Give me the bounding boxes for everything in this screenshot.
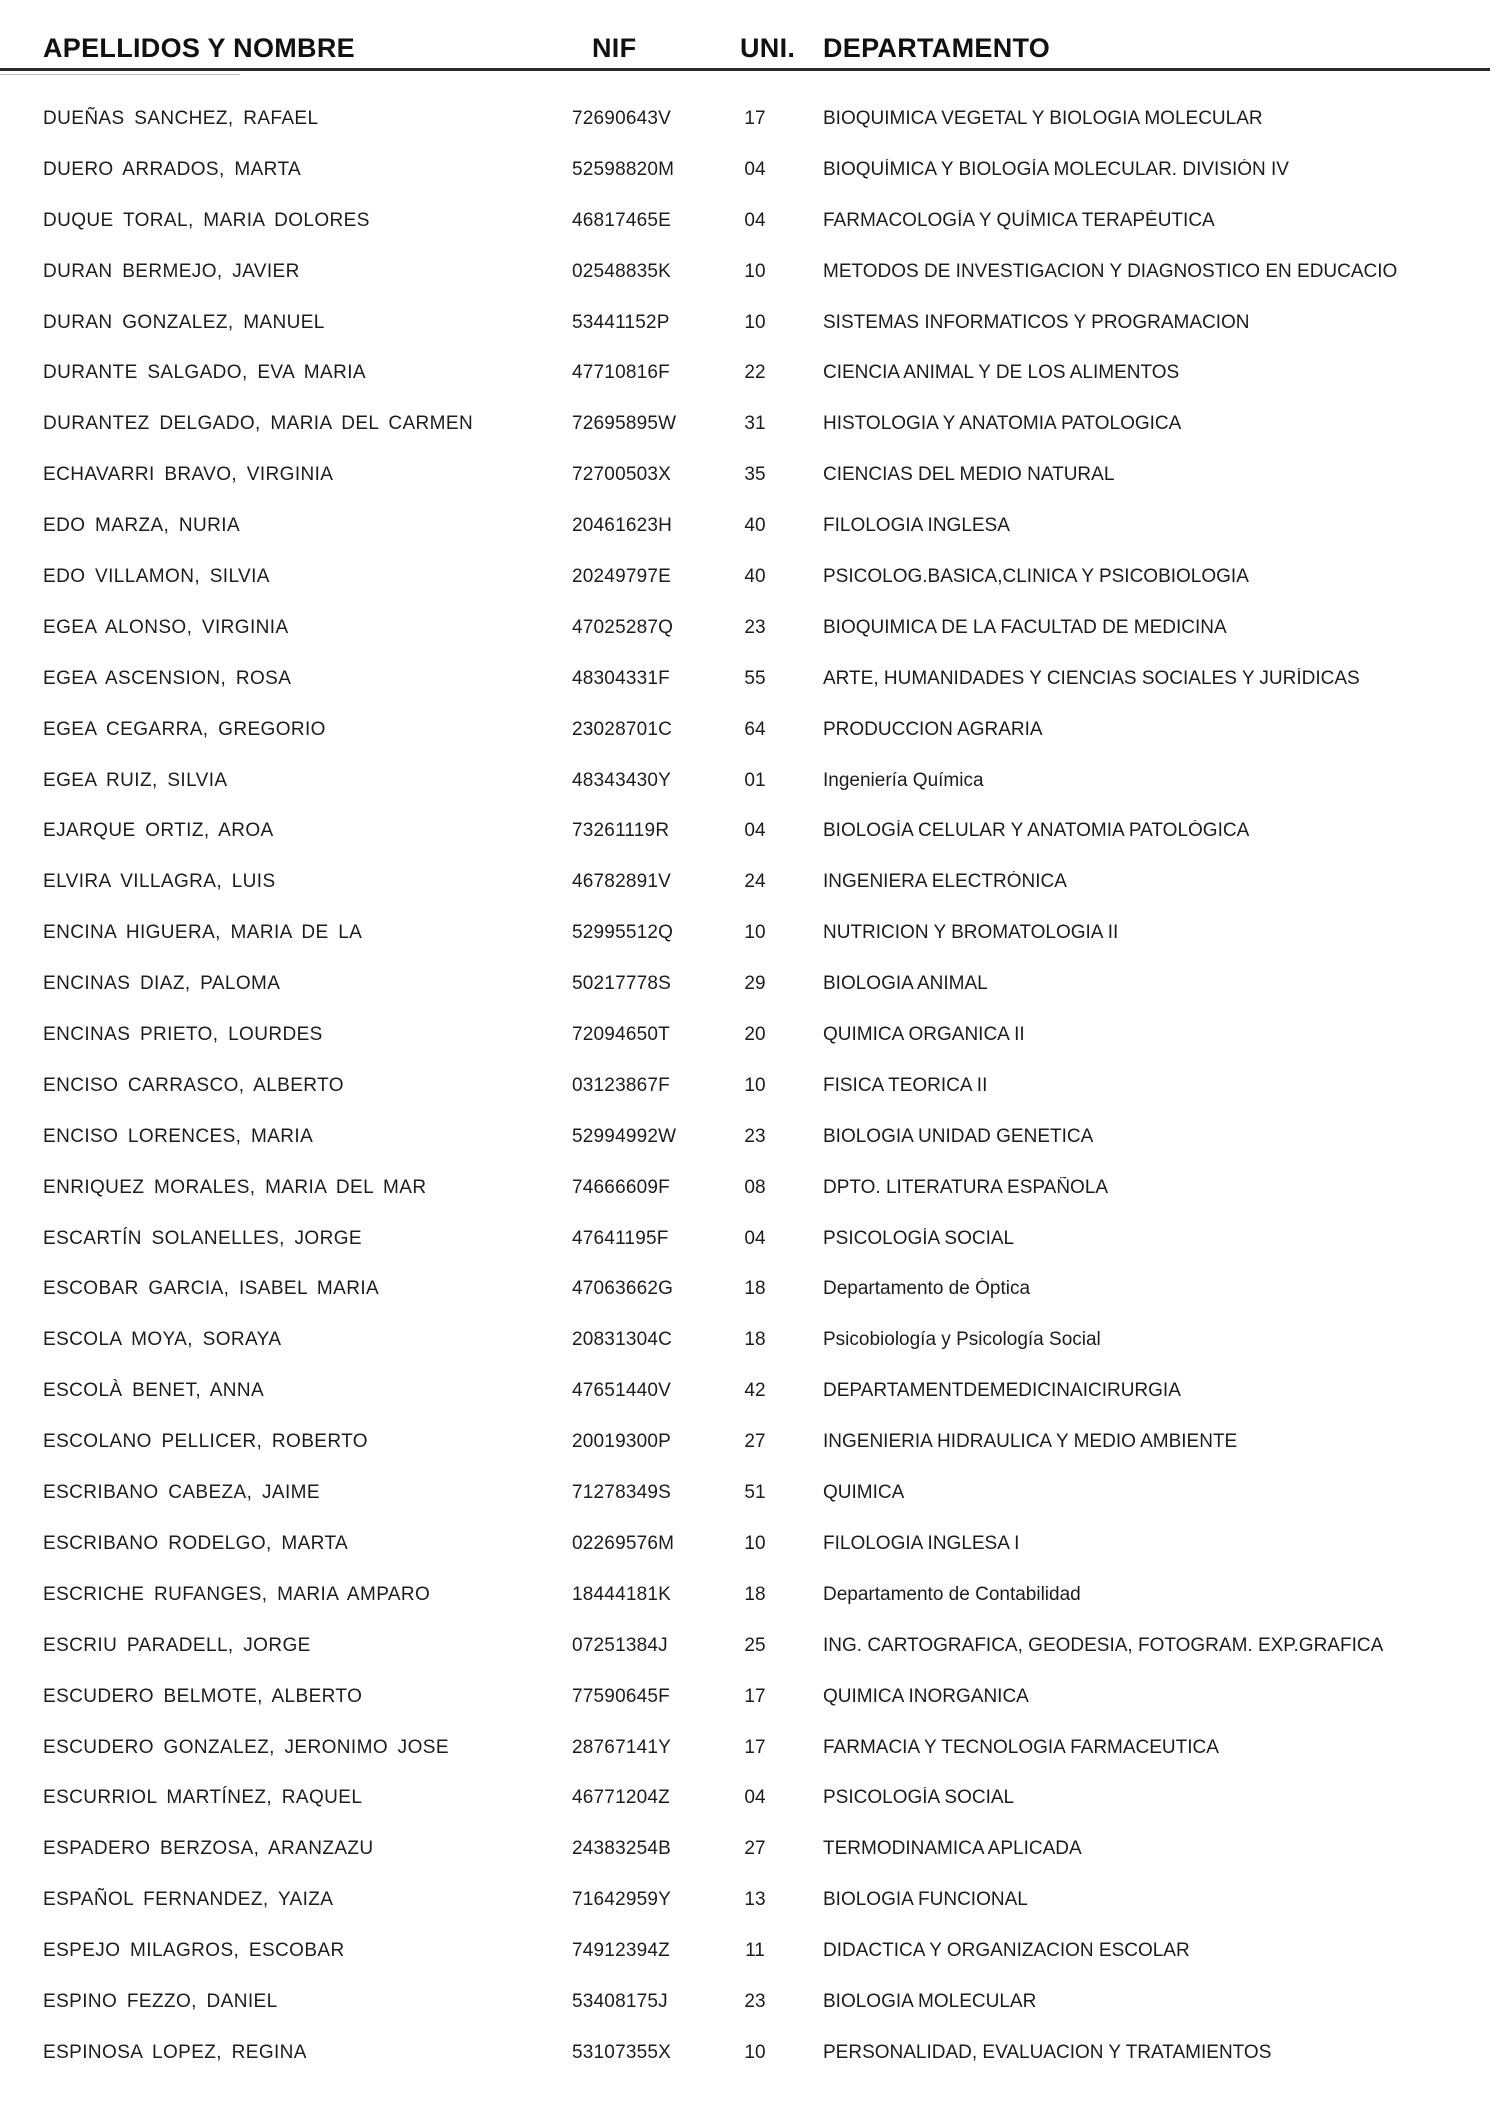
- row-dept: BIOLOGÍA CELULAR Y ANATOMIA PATOLÓGICA: [823, 820, 1250, 842]
- row-dept: INGENIERIA HIDRAULICA Y MEDIO AMBIENTE: [823, 1431, 1238, 1453]
- row-nif: 18444181K: [572, 1583, 672, 1605]
- row-nif: 03123867F: [572, 1074, 670, 1096]
- row-dept: CIENCIA ANIMAL Y DE LOS ALIMENTOS: [823, 362, 1180, 384]
- row-name: ESPADERO BERZOSA, ARANZAZU: [43, 1838, 374, 1860]
- row-uni: 23: [744, 616, 766, 638]
- row-nif: 52995512Q: [572, 922, 674, 944]
- row-name: ENCISO LORENCES, MARIA: [43, 1125, 314, 1147]
- row-nif: 77590645F: [572, 1685, 670, 1707]
- row-name: ESCOLA MOYA, SORAYA: [43, 1329, 282, 1351]
- row-name: DUEÑAS SANCHEZ, RAFAEL: [43, 108, 319, 129]
- row-dept: PSICOLOG.BASICA,CLINICA Y PSICOBIOLOGIA: [823, 566, 1249, 588]
- row-uni: 23: [744, 1990, 766, 2012]
- header-rule: [0, 68, 1490, 71]
- row-dept: INGENIERA ELECTRÓNICA: [823, 871, 1067, 893]
- table-body: [0, 100, 1500, 2085]
- row-nif: 52994992W: [572, 1125, 677, 1147]
- row-uni: 01: [744, 769, 766, 791]
- row-name: ESPAÑOL FERNANDEZ, YAIZA: [43, 1889, 334, 1911]
- row-nif: 47651440V: [572, 1380, 672, 1402]
- table-row: [0, 507, 1500, 558]
- row-nif: 73261119R: [572, 820, 670, 842]
- table-row: [0, 863, 1500, 914]
- row-uni: 51: [744, 1482, 766, 1504]
- table-row: [0, 1423, 1500, 1474]
- row-name: ESCOBAR GARCIA, ISABEL MARIA: [43, 1278, 380, 1300]
- row-name: DURAN GONZALEZ, MANUEL: [43, 311, 325, 333]
- row-dept: FARMACIA Y TECNOLOGIA FARMACEUTICA: [823, 1736, 1219, 1758]
- row-nif: 53408175J: [572, 1990, 668, 2012]
- row-nif: 74912394Z: [572, 1940, 670, 1962]
- table-row: [0, 253, 1500, 304]
- row-nif: 72695895W: [572, 413, 677, 435]
- row-dept: HISTOLOGIA Y ANATOMIA PATOLOGICA: [823, 413, 1182, 435]
- row-nif: 20019300P: [572, 1431, 672, 1453]
- row-nif: 47710816F: [572, 362, 670, 384]
- row-nif: 20831304C: [572, 1329, 673, 1351]
- row-name: ENCINAS DIAZ, PALOMA: [43, 973, 281, 995]
- table-row: [0, 965, 1500, 1016]
- row-dept: BIOLOGIA MOLECULAR: [823, 1990, 1037, 2012]
- table-row: [0, 812, 1500, 863]
- row-name: DUERO ARRADOS, MARTA: [43, 158, 302, 180]
- row-nif: 71278349S: [572, 1482, 672, 1504]
- row-uni: 04: [744, 820, 766, 842]
- row-name: DURAN BERMEJO, JAVIER: [43, 260, 300, 282]
- row-dept: BIOLOGIA ANIMAL: [823, 973, 988, 995]
- table-row: [0, 202, 1500, 253]
- row-nif: 07251384J: [572, 1634, 668, 1656]
- row-dept: TERMODINAMICA APLICADA: [823, 1838, 1082, 1860]
- row-name: EGEA ASCENSION, ROSA: [43, 667, 292, 689]
- table-row: [0, 100, 1500, 151]
- table-row: [0, 1118, 1500, 1169]
- row-uni: 10: [744, 311, 766, 333]
- row-dept: BIOLOGIA FUNCIONAL: [823, 1889, 1028, 1911]
- row-uni: 18: [744, 1329, 766, 1351]
- table-row: [0, 1983, 1500, 2034]
- table-row: [0, 1220, 1500, 1271]
- table-row: [0, 2034, 1500, 2085]
- header-uni: UNI.: [740, 33, 796, 63]
- row-uni: 27: [744, 1838, 766, 1860]
- row-nif: 47063662G: [572, 1278, 674, 1300]
- row-uni: 11: [745, 1940, 765, 1962]
- header-name: APELLIDOS Y NOMBRE: [43, 33, 355, 63]
- row-nif: 20461623H: [572, 515, 673, 537]
- row-name: ESCUDERO BELMOTE, ALBERTO: [43, 1685, 363, 1707]
- table-row: [0, 1576, 1500, 1627]
- table-header: [0, 0, 1500, 70]
- row-dept: Ingeniería Química: [823, 769, 984, 791]
- row-dept: PRODUCCION AGRARIA: [823, 718, 1043, 740]
- row-dept: BIOQUÍMICA Y BIOLOGÍA MOLECULAR. DIVISIÓN IV: [823, 158, 1289, 180]
- row-dept: CIENCIAS DEL MEDIO NATURAL: [823, 464, 1115, 486]
- row-dept: FILOLOGIA INGLESA I: [823, 1532, 1020, 1554]
- row-nif: 46771204Z: [572, 1787, 670, 1809]
- table-row: [0, 151, 1500, 202]
- row-name: ESCRIBANO CABEZA, JAIME: [43, 1482, 320, 1504]
- row-nif: 74666609F: [572, 1176, 670, 1198]
- row-nif: 20249797E: [572, 566, 672, 588]
- table-row: [0, 405, 1500, 456]
- row-dept: Psicobiología y Psicología Social: [823, 1329, 1101, 1351]
- header-dept: DEPARTAMENTO: [823, 33, 1051, 63]
- table-row: [0, 1881, 1500, 1932]
- row-uni: 27: [744, 1431, 766, 1453]
- row-dept: QUIMICA INORGANICA: [823, 1685, 1029, 1707]
- row-uni: 31: [744, 413, 766, 435]
- row-name: ECHAVARRI BRAVO, VIRGINIA: [43, 464, 334, 486]
- row-uni: 10: [744, 2041, 766, 2063]
- row-name: EJARQUE ORTIZ, AROA: [43, 820, 274, 842]
- table-row: [0, 1372, 1500, 1423]
- row-uni: 10: [744, 1074, 766, 1096]
- table-row: [0, 1678, 1500, 1729]
- table-row: [0, 1270, 1500, 1321]
- row-name: ENRIQUEZ MORALES, MARIA DEL MAR: [43, 1176, 427, 1198]
- row-uni: 18: [744, 1583, 766, 1605]
- row-dept: NUTRICION Y BROMATOLOGIA II: [823, 922, 1119, 944]
- row-uni: 04: [744, 1227, 766, 1249]
- row-uni: 40: [744, 566, 766, 588]
- row-nif: 47641195F: [572, 1227, 669, 1249]
- row-name: DURANTEZ DELGADO, MARIA DEL CARMEN: [43, 413, 474, 435]
- row-uni: 40: [744, 515, 766, 537]
- row-name: EGEA CEGARRA, GREGORIO: [43, 718, 326, 740]
- row-uni: 64: [744, 718, 766, 740]
- row-uni: 42: [744, 1380, 766, 1402]
- row-uni: 24: [744, 871, 766, 893]
- row-uni: 55: [744, 667, 766, 689]
- row-dept: BIOLOGIA UNIDAD GENETICA: [823, 1125, 1094, 1147]
- row-name: ESCARTÍN SOLANELLES, JORGE: [43, 1227, 362, 1249]
- row-uni: 04: [744, 1787, 766, 1809]
- row-dept: BIOQUIMICA VEGETAL Y BIOLOGIA MOLECULAR: [823, 108, 1263, 129]
- row-name: ESCRIBANO RODELGO, MARTA: [43, 1532, 349, 1554]
- row-dept: SISTEMAS INFORMATICOS Y PROGRAMACION: [823, 311, 1250, 333]
- table-row: [0, 1474, 1500, 1525]
- row-name: ESCUDERO GONZALEZ, JERONIMO JOSE: [43, 1736, 449, 1758]
- row-dept: PERSONALIDAD, EVALUACION Y TRATAMIENTOS: [823, 2041, 1272, 2063]
- row-uni: 23: [744, 1125, 766, 1147]
- row-dept: PSICOLOGÍA SOCIAL: [823, 1787, 1015, 1809]
- row-uni: 18: [744, 1278, 766, 1300]
- row-dept: DIDACTICA Y ORGANIZACION ESCOLAR: [823, 1940, 1190, 1962]
- row-uni: 04: [744, 158, 766, 180]
- row-name: ESCOLÀ BENET, ANNA: [43, 1380, 265, 1402]
- table-row: [0, 558, 1500, 609]
- table-row: [0, 1525, 1500, 1576]
- row-nif: 72700503X: [572, 464, 672, 486]
- row-name: DURANTE SALGADO, EVA MARIA: [43, 362, 366, 384]
- table-row: [0, 1932, 1500, 1983]
- row-uni: 17: [744, 1736, 766, 1758]
- row-dept: ARTE, HUMANIDADES Y CIENCIAS SOCIALES Y JURÍDICAS: [823, 667, 1360, 689]
- table-row: [0, 1169, 1500, 1220]
- row-uni: 22: [744, 362, 766, 384]
- row-name: ESPINO FEZZO, DANIEL: [43, 1990, 278, 2012]
- row-uni: 35: [744, 464, 766, 486]
- row-name: EDO VILLAMON, SILVIA: [43, 566, 270, 588]
- table-row: [0, 304, 1500, 355]
- row-uni: 10: [744, 260, 766, 282]
- row-uni: 10: [744, 1532, 766, 1554]
- row-uni: 29: [744, 973, 766, 995]
- table-row: [0, 1779, 1500, 1830]
- table-row: [0, 914, 1500, 965]
- row-uni: 04: [744, 209, 766, 231]
- row-dept: QUIMICA ORGANICA II: [823, 1024, 1025, 1046]
- row-name: ENCINAS PRIETO, LOURDES: [43, 1024, 323, 1046]
- row-dept: PSICOLOGÍA SOCIAL: [823, 1227, 1015, 1249]
- row-name: EDO MARZA, NURIA: [43, 515, 241, 537]
- table-row: [0, 1016, 1500, 1067]
- row-nif: 53441152P: [572, 311, 670, 333]
- row-dept: DEPARTAMENTDEMEDICINAICIRURGIA: [823, 1380, 1181, 1402]
- row-dept: Departamento de Óptica: [823, 1278, 1031, 1300]
- row-nif: 02548835K: [572, 260, 672, 282]
- row-nif: 50217778S: [572, 973, 672, 995]
- table-row: [0, 1729, 1500, 1780]
- table-row: [0, 762, 1500, 813]
- row-dept: FISICA TEORICA II: [823, 1074, 988, 1096]
- row-uni: 13: [744, 1889, 766, 1911]
- table-row: [0, 456, 1500, 507]
- row-nif: 28767141Y: [572, 1736, 672, 1758]
- row-nif: 02269576M: [572, 1532, 675, 1554]
- table-row: [0, 1627, 1500, 1678]
- row-name: ENCINA HIGUERA, MARIA DE LA: [43, 922, 363, 944]
- row-dept: QUIMICA: [823, 1482, 905, 1504]
- row-uni: 10: [744, 922, 766, 944]
- row-uni: 17: [744, 1685, 766, 1707]
- row-uni: 17: [744, 108, 766, 129]
- row-nif: 24383254B: [572, 1838, 672, 1860]
- table-row: [0, 660, 1500, 711]
- row-nif: 23028701C: [572, 718, 673, 740]
- row-nif: 46817465E: [572, 209, 672, 231]
- row-name: ESPEJO MILAGROS, ESCOBAR: [43, 1940, 345, 1962]
- row-dept: FILOLOGIA INGLESA: [823, 515, 1010, 537]
- row-name: ELVIRA VILLAGRA, LUIS: [43, 871, 276, 893]
- row-nif: 72094650T: [572, 1024, 670, 1046]
- row-name: DUQUE TORAL, MARIA DOLORES: [43, 209, 370, 231]
- table-row: [0, 354, 1500, 405]
- header-subrule: [0, 74, 240, 75]
- row-uni: 25: [744, 1634, 766, 1656]
- table-row: [0, 1830, 1500, 1881]
- row-name: EGEA RUIZ, SILVIA: [43, 769, 228, 791]
- row-name: ESCRIU PARADELL, JORGE: [43, 1634, 311, 1656]
- row-nif: 71642959Y: [572, 1889, 672, 1911]
- row-nif: 47025287Q: [572, 616, 674, 638]
- row-name: ESPINOSA LOPEZ, REGINA: [43, 2041, 307, 2063]
- row-dept: METODOS DE INVESTIGACION Y DIAGNOSTICO EN EDUCACIO: [823, 260, 1398, 282]
- row-nif: 48304331F: [572, 667, 670, 689]
- table-row: [0, 1321, 1500, 1372]
- row-uni: 20: [744, 1024, 766, 1046]
- row-dept: Departamento de Contabilidad: [823, 1583, 1081, 1605]
- row-nif: 46782891V: [572, 871, 672, 893]
- row-name: ESCOLANO PELLICER, ROBERTO: [43, 1431, 368, 1453]
- row-dept: ING. CARTOGRAFICA, GEODESIA, FOTOGRAM. EXP.GRAFICA: [823, 1634, 1384, 1656]
- row-uni: 08: [744, 1176, 766, 1198]
- row-name: EGEA ALONSO, VIRGINIA: [43, 616, 289, 638]
- row-nif: 52598820M: [572, 158, 675, 180]
- row-dept: DPTO. LITERATURA ESPAÑOLA: [823, 1176, 1109, 1198]
- row-name: ESCURRIOL MARTÍNEZ, RAQUEL: [43, 1787, 363, 1809]
- table-row: [0, 711, 1500, 762]
- table-row: [0, 1067, 1500, 1118]
- row-dept: FARMACOLOGÍA Y QUÍMICA TERAPÉUTICA: [823, 209, 1215, 231]
- row-nif: 53107355X: [572, 2041, 672, 2063]
- table-row: [0, 609, 1500, 660]
- row-name: ESCRICHE RUFANGES, MARIA AMPARO: [43, 1583, 431, 1605]
- row-dept: BIOQUIMICA DE LA FACULTAD DE MEDICINA: [823, 616, 1227, 638]
- row-nif: 48343430Y: [572, 769, 672, 791]
- header-nif: NIF: [592, 33, 637, 63]
- row-name: ENCISO CARRASCO, ALBERTO: [43, 1074, 344, 1096]
- row-nif: 72690643V: [572, 108, 672, 129]
